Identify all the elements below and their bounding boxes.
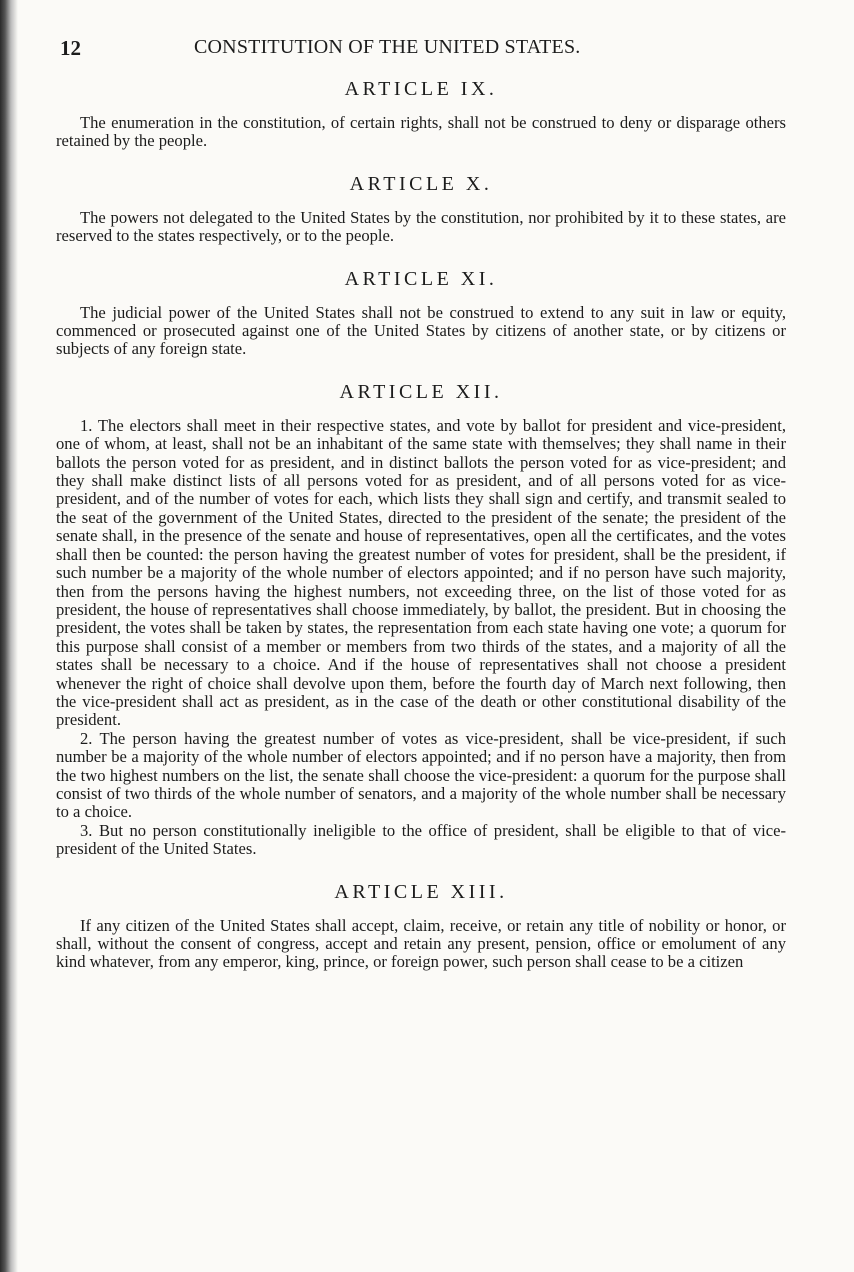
article-heading: ARTICLE X. [349, 172, 493, 195]
article-heading: ARTICLE XIII. [334, 880, 508, 903]
article-11 [56, 262, 786, 375]
article-heading: ARTICLE XI. [344, 267, 498, 290]
article-13 [56, 875, 786, 972]
article-12 [56, 375, 786, 875]
article-clause-3: 3. But no person constitutionally ineligible to the office of president, shall be eligible to that of vice-president of the United States. [56, 820, 786, 859]
article-10 [56, 167, 786, 262]
article-heading: ARTICLE IX. [344, 78, 498, 100]
page-header [60, 36, 790, 64]
article-paragraph: The enumeration in the constitution, of certain rights, shall not be construed to deny or disparage others retained by the people. [56, 113, 786, 151]
article-paragraph: If any citizen of the United States shall accept, claim, receive, or retain any title of nobility or honor, or shall, without the consent of congress, accept and retain any present, pension, office or emolument of any kind whatever, from any emperor, king, prince, or foreign power, such person shall cease to be a citizen [56, 915, 786, 972]
page-body [56, 72, 786, 972]
article-paragraph: The powers not delegated to the United States by the constitution, nor prohibited by it to these states, are reserved to the states respectively, or to the people. [56, 207, 786, 246]
page-binding-shadow [0, 0, 18, 1272]
article-clause-2: 2. The person having the greatest number of votes as vice-president, shall be vice-president, if such number be a majority of the whole number of electors appointed; and if no person have a majority, then from the two highest numbers on the list, the senate shall choose the vice-president: a quorum for the purpose shall consist of two thirds of the whole number of senators, and a majority of the whole number shall be necessary to a choice. [56, 728, 786, 822]
article-9 [56, 72, 786, 167]
article-paragraph: The judicial power of the United States shall not be construed to extend to any suit in law or equity, commenced or prosecuted against one of the United States by citizens of another state, or by citizens or subjects of any foreign state. [56, 302, 786, 359]
article-clause-1: 1. The electors shall meet in their respective states, and vote by ballot for president and vice-president, one of whom, at least, shall not be an inhabitant of the same state with themselves; they shall name in their ballots the person voted for as president, and in distinct ballots the person voted for as vice-president; and they shall make distinct lists of all persons voted for as president, and of all persons voted for as vice-president, and of the number of votes for each, which lists they shall sign and certify, and transmit sealed to the seat of the government of the United States, directed to the president of the senate; the president of the senate shall, in the presence of the senate and house of representatives, open all the certificates, and the votes shall then be counted: the person having the greatest number of votes for president, shall be the president, if such number be a majority of the whole number of electors appointed; and if no person have such majority, then from the persons having the highest numbers, not exceeding three, on the list of those voted for as president, the house of representatives shall choose immediately, by ballot, the president. But in choosing the president, the votes shall be taken by states, the representation from each state having one vote; a quorum for this purpose shall consist of a member or members from two thirds of the states, and a majority of all the states shall be necessary to a choice. And if the house of representatives shall not choose a president whenever the right of choice shall devolve upon them, before the fourth day of March next following, then the vice-president shall act as president, as in the case of the death or other constitutional disability of the president. [56, 415, 786, 730]
article-heading: ARTICLE XII. [339, 380, 503, 403]
running-title: CONSTITUTION OF THE UNITED STATES. [194, 36, 581, 58]
page-number: 12 [60, 36, 81, 60]
